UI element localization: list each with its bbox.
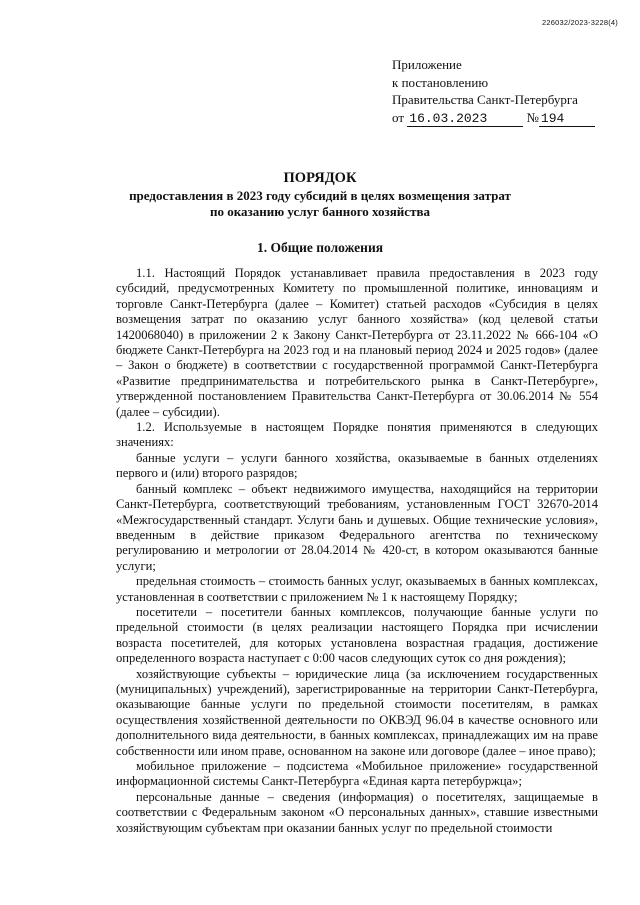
title-line-2: предоставления в 2023 году субсидий в целях возмещения затрат [129,187,511,203]
appendix-block [392,56,595,127]
paragraph: хозяйствующие субъекты – юридические лица (за исключением государственных (муниципальных) учреждений), зарегистрированные на территории Санкт-Петербурга, оказывающие банные услуги по предельной стоимости посетителям, в рамках осуществления хозяйственной деятельности по ОКВЭД 96.04 в качестве основного или дополнительного вида деятельности, в банных комплексах, принадлежащих им на праве собственности или ином праве, основанном на законе или договоре (далее – иное право); [116,666,598,758]
date-prefix: от [392,109,405,125]
section-heading: 1. Общие положения [256,240,384,255]
document-title [0,170,640,221]
number-value: 194 [539,111,595,127]
paragraph: предельная стоимость – стоимость банных услуг, оказываемых в банных комплексах, установленная в соответствии с приложением № 1 к настоящему Порядку; [116,574,598,604]
appendix-line-2: к постановлению [392,74,489,90]
paragraph: 1.2. Используемые в настоящем Порядке понятия применяются в следующих значениях: [116,420,598,450]
appendix-line-1: Приложение [392,57,462,72]
title-line-3: по оказанию услуг банного хозяйства [210,204,430,219]
paragraph: посетители – посетители банных комплексов, получающие банные услуги по предельной стоимости (в целях реализации настоящего Порядка при исчислении возраста посетителей, для которых установлена возрастная градация, достижение определенного возраста наступает с 0:00 часов следующих суток со дня рождения); [116,604,598,666]
appendix-date-line [392,109,595,127]
paragraph: банные услуги – услуги банного хозяйства, оказываемые в банных отделениях первого и (или) второго разрядов; [116,450,598,481]
document-registration-number: 226032/2023-3228(4) [542,18,618,27]
number-prefix: № [526,109,539,125]
document-body [116,266,598,836]
paragraph: мобильное приложение – подсистема «Мобильное приложение» государственной информационной системы Санкт-Петербурга «Единая карта петербуржца»; [116,759,598,789]
paragraph: 1.1. Настоящий Порядок устанавливает правила предоставления в 2023 году субсидий, предусмотренных Комитету по промышленной политике, инновациям и торговле Санкт-Петербурга (далее – Комитет) статьей расходов «Субсидия в целях возмещения затрат по оказанию услуг банного хозяйства» (код целевой статьи 1420068040) в приложении 2 к Закону Санкт-Петербурга от 23.11.2022 № 666-104 «О бюджете Санкт-Петербурга на 2023 год и на плановый период 2024 и 2025 годов» (далее – Закон о бюджете) в соответствии с государственной программой Санкт-Петербурга «Развитие предпринимательства и потребительского рынка в Санкт-Петербурге», утвержденной постановлением Правительства Санкт-Петербурга от 30.06.2014 № 554 (далее – субсидии). [116,266,598,419]
paragraph: персональные данные – сведения (информация) о посетителях, защищаемые в соответствии с Федеральным законом «О персональных данных», ставшие известными хозяйствующим субъектам при оказании банных услуг по предельной стоимости [116,789,598,835]
appendix-line-3: Правительства Санкт-Петербурга [392,92,578,107]
paragraph: банный комплекс – объект недвижимого имущества, находящийся на территории Санкт-Петербурга, соответствующий требованиям, установленным ГОСТ 32670-2014 «Межгосударственный стандарт. Услуги бань и душевых. Общие технические условия», введенным в действие приказом Федерального агентства по техническому регулированию и метрологии от 28.04.2014 № 420-ст, в котором оказываются банные услуги; [116,481,598,573]
title-main: ПОРЯДОК [283,170,357,186]
date-value: 16.03.2023 [407,111,523,127]
